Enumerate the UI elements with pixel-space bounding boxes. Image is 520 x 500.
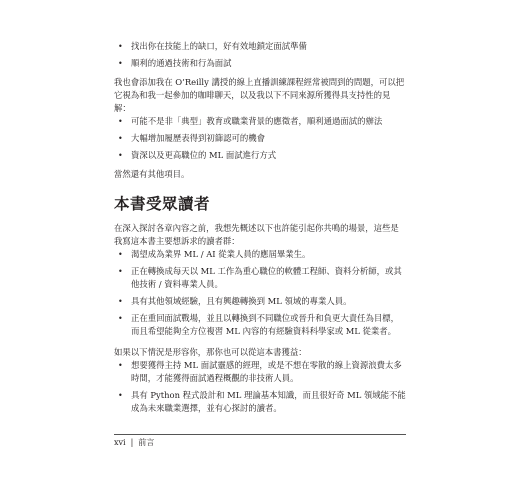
- page-number: xvi: [114, 438, 126, 447]
- paragraph-intro: 在深入探討各章內容之前，我想先概述以下也許能引起你共鳴的場景，這些是我寫這本書主要想訴求的讀者群：: [114, 223, 399, 246]
- section-heading: 本書受眾讀者: [114, 195, 211, 213]
- also-benefit-list: [114, 359, 406, 415]
- footer-rule: [114, 434, 406, 435]
- page-content: [114, 40, 406, 419]
- audience-list: [114, 248, 406, 338]
- list-item: • 資深以及更高職位的 ML 面試進行方式: [118, 150, 277, 160]
- bullet-icon: •: [118, 297, 123, 306]
- list-item: • 想要獲得主持 ML 面試靈感的經理，或是不想在零散的線上資源浪費太多時間，才能獲得面試過程概觀的非技術人員。: [118, 360, 402, 383]
- list-item: • 具有其他領域經驗，且有興趣轉換到 ML 領域的專業人員。: [118, 296, 352, 306]
- insights-list: [114, 115, 406, 162]
- skills-list: [114, 40, 406, 70]
- list-item: • 順利的通過技術和行為面試: [118, 58, 232, 68]
- list-item: • 找出你在技能上的缺口，好有效地鎖定面試準備: [118, 41, 307, 51]
- bullet-icon: •: [118, 59, 123, 68]
- footer-section-name: 前言: [138, 438, 155, 447]
- bullet-icon: •: [118, 361, 123, 370]
- list-item: • 正在轉換成每天以 ML 工作為重心職位的軟體工程師、資料分析師，或其他技術 / 資料專業人員。: [118, 266, 402, 289]
- paragraph-oreilly: 我也會添加我在 O’Reilly 講授的線上直播訓練課程經常被問到的問題，可以把它視為和我一起參加的咖啡聊天，以及我以下不同來源所獲得具支持性的見解：: [114, 77, 405, 113]
- list-item: • 大幅增加履歷表得到初篩認可的機會: [118, 133, 265, 143]
- bullet-icon: •: [118, 117, 123, 126]
- bullet-icon: •: [118, 391, 123, 400]
- bullet-icon: •: [118, 42, 123, 51]
- paragraph-also: 如果以下情況是形容你，那你也可以從這本書獲益：: [114, 347, 307, 357]
- paragraph-more: 當然還有其他項目。: [114, 169, 190, 179]
- bullet-icon: •: [118, 267, 123, 276]
- page-footer: [114, 437, 154, 449]
- bullet-icon: •: [118, 151, 123, 160]
- bullet-icon: •: [118, 314, 123, 323]
- list-item: • 可能不是非「典型」教育或職業背景的應徵者，順利通過面試的辦法: [118, 116, 383, 126]
- bullet-icon: •: [118, 250, 123, 259]
- bullet-icon: •: [118, 134, 123, 143]
- list-item: • 具有 Python 程式設計和 ML 理論基本知識，而且很好奇 ML 領域能不能成為未來職業選擇，並有心探討的讀者。: [118, 390, 406, 413]
- list-item: • 正在重回面試戰場，並且以轉換到不同職位或晉升和負更大責任為目標，而且希望能夠全方位複習 ML 內容的有經驗資料科學家或 ML 從業者。: [118, 313, 399, 336]
- footer-separator: |: [130, 438, 134, 447]
- list-item: • 渴望成為業界 ML / AI 從業人員的應屆畢業生。: [118, 249, 311, 259]
